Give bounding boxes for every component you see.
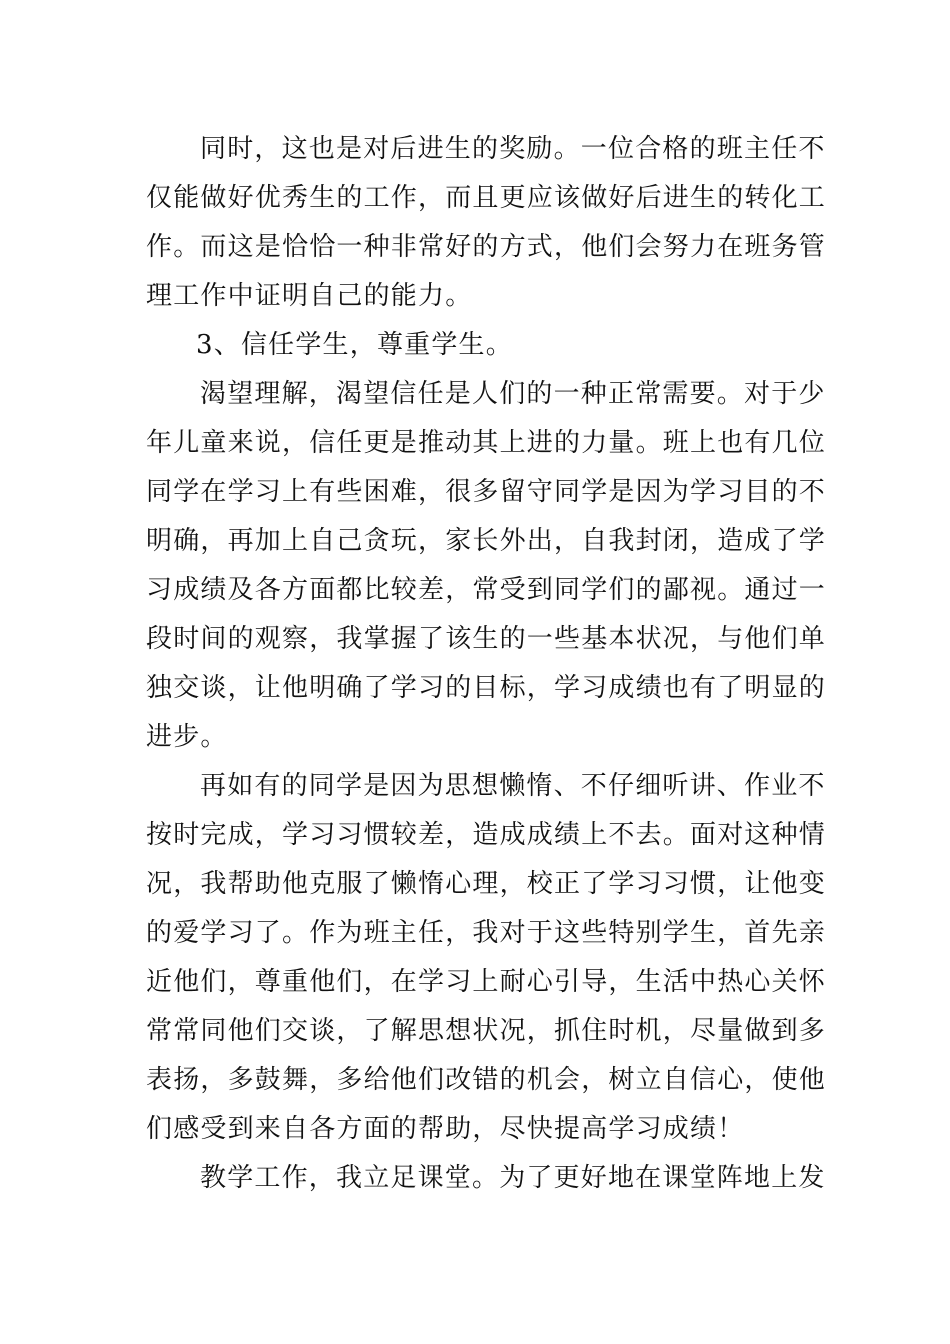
section-heading-text: 3、信任学生，尊重学生。	[196, 330, 513, 360]
paragraph-2	[146, 370, 827, 762]
paragraph-line: 明确，再加上自己贪玩，家长外出，自我封闭，造成了学	[146, 526, 827, 556]
paragraph-3	[146, 762, 827, 1154]
paragraph-line: 作。而这是恰恰一种非常好的方式，他们会努力在班务管	[146, 232, 827, 262]
paragraph-line: 常常同他们交谈，了解思想状况，抓住时机，尽量做到多	[146, 1016, 827, 1046]
paragraph-line: 习成绩及各方面都比较差，常受到同学们的鄙视。通过一	[146, 575, 827, 605]
section-heading	[146, 321, 808, 370]
paragraph-line: 教学工作，我立足课堂。为了更好地在课堂阵地上发	[200, 1163, 826, 1193]
paragraph-1	[146, 125, 827, 321]
paragraph-4	[146, 1154, 826, 1203]
paragraph-line: 渴望理解，渴望信任是人们的一种正常需要。对于少	[200, 379, 826, 409]
paragraph-line: 仅能做好优秀生的工作，而且更应该做好后进生的转化工	[146, 183, 827, 213]
paragraph-line: 表扬，多鼓舞，多给他们改错的机会，树立自信心，使他	[146, 1065, 827, 1095]
document-page	[146, 125, 827, 1203]
paragraph-line: 同学在学习上有些困难，很多留守同学是因为学习目的不	[146, 477, 827, 507]
paragraph-line: 再如有的同学是因为思想懒惰、不仔细听讲、作业不	[200, 771, 826, 801]
paragraph-line: 按时完成，学习习惯较差，造成成绩上不去。面对这种情	[146, 820, 827, 850]
paragraph-line: 同时，这也是对后进生的奖励。一位合格的班主任不	[200, 134, 826, 164]
paragraph-line: 理工作中证明自己的能力。	[146, 281, 473, 311]
paragraph-line: 的爱学习了。作为班主任，我对于这些特别学生，首先亲	[146, 918, 827, 948]
paragraph-line: 况，我帮助他克服了懒惰心理，校正了学习习惯，让他变	[146, 869, 827, 899]
paragraph-line: 年儿童来说，信任更是推动其上进的力量。班上也有几位	[146, 428, 827, 458]
paragraph-line: 近他们，尊重他们，在学习上耐心引导，生活中热心关怀	[146, 967, 827, 997]
paragraph-line: 们感受到来自各方面的帮助，尽快提高学习成绩！	[146, 1114, 745, 1144]
paragraph-line: 进步。	[146, 722, 228, 752]
paragraph-line: 独交谈，让他明确了学习的目标，学习成绩也有了明显的	[146, 673, 827, 703]
paragraph-line: 段时间的观察，我掌握了该生的一些基本状况，与他们单	[146, 624, 827, 654]
